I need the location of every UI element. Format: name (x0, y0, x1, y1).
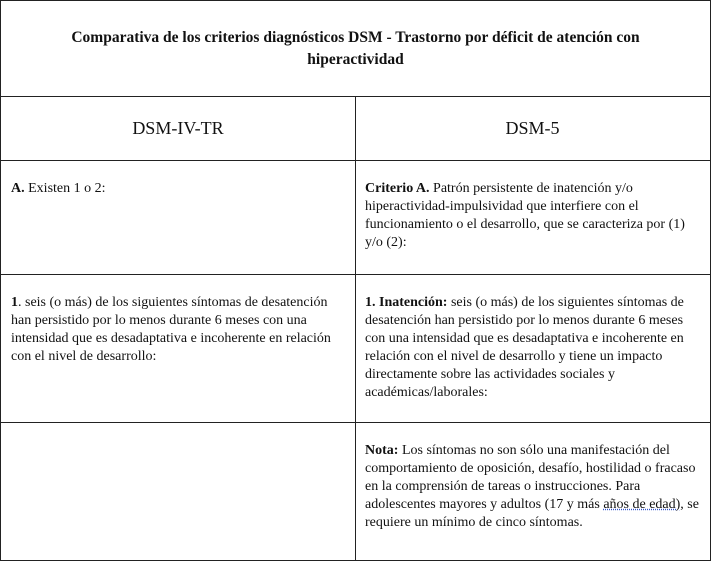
row1-left-label: A. (11, 181, 25, 196)
header-dsm-5-label: DSM-5 (505, 118, 560, 138)
row1-right-label: Criterio A. (365, 181, 430, 196)
row3-right-cell (355, 422, 711, 561)
row1-right-cell (355, 160, 711, 275)
row3-left-cell (0, 422, 356, 561)
header-dsm-5 (355, 96, 711, 161)
row2-right-label: 1. Inatención: (365, 295, 448, 310)
row2-right-cell (355, 274, 711, 423)
row1-left-cell (0, 160, 356, 275)
row2-left-cell (0, 274, 356, 423)
row2-left-text: . seis (o más) de los siguientes síntomas de desatención han persistido por lo menos durante 6 meses con una intensidad que es desadaptativa e incoherente en relación con el nivel de desarrollo: (11, 295, 331, 364)
header-dsm-iv-tr (0, 96, 356, 161)
row2-right-text: seis (o más) de los siguientes síntomas de desatención han persistido por lo menos durante 6 meses con una intensidad que es desadaptativa e incoherente en relación con el nivel de desarrollo y tiene un impacto directamente sobre las actividades sociales y académicas/laborales: (365, 295, 684, 400)
row3-right-text-2: , se requiere un mínimo de cinco síntomas. (365, 497, 699, 530)
row3-right-label: Nota: (365, 443, 399, 458)
table-title: Comparativa de los criterios diagnósticos DSM - Trastorno por déficit de atención con hiperactividad (0, 0, 711, 97)
row1-right-text: Patrón persistente de inatención y/o hiperactividad-impulsividad que interfiere con el funcionamiento o el desarrollo, que se caracteriza por (1) y/o (2): (365, 181, 685, 250)
row3-right-text-underlined: años de edad) (603, 497, 681, 512)
row1-left-text: Existen 1 o 2: (24, 181, 106, 196)
header-dsm-iv-tr-label: DSM-IV-TR (132, 118, 224, 138)
row3-right-text-1: Los síntomas no son sólo una manifestación del comportamiento de oposición, desafío, hostilidad o fracaso en la comprensión de tareas o instrucciones. Para adolescentes mayores y adultos (17 y más (365, 443, 696, 512)
row2-left-label: 1 (11, 295, 18, 310)
